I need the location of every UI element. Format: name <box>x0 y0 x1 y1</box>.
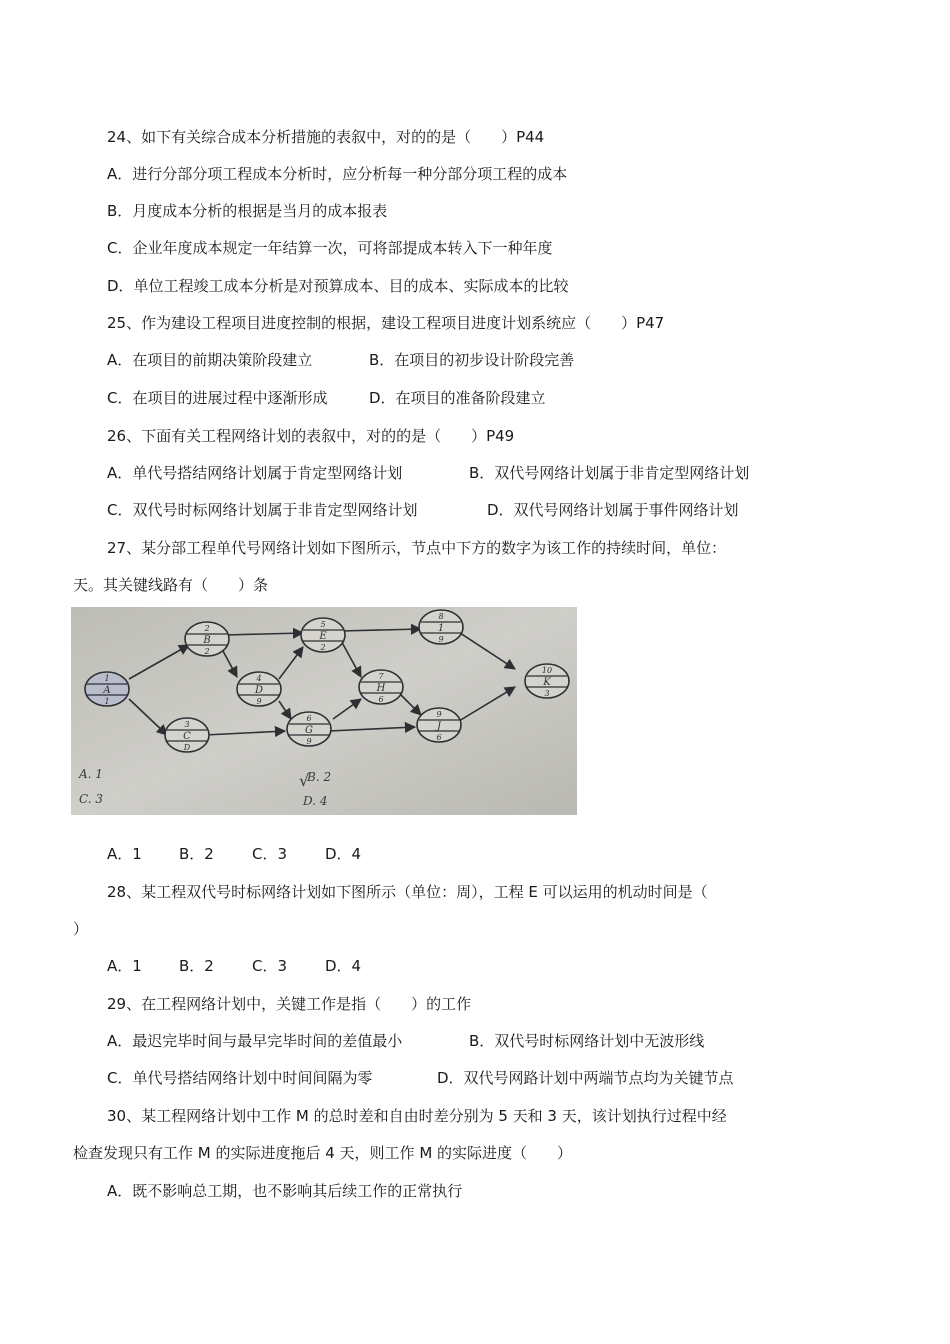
network-node-text: 9 <box>256 697 262 706</box>
network-node <box>417 708 461 742</box>
network-node-text: C <box>183 731 191 742</box>
network-node-text: G <box>305 725 313 736</box>
network-node-text: J <box>436 721 442 732</box>
network-node <box>419 610 463 644</box>
network-node <box>185 622 229 656</box>
network-node-text: 8 <box>438 612 444 621</box>
q25-option-c: C．在项目的进展过程中逐渐形成 <box>107 389 328 407</box>
network-node-text: 3 <box>184 720 190 729</box>
photo-check-mark: √ <box>299 771 310 790</box>
q24-option-d: D．单位工程竣工成本分析是对预算成本、目的成本、实际成本的比较 <box>107 277 569 295</box>
q27-option-a: A．1 <box>107 845 142 863</box>
q26-option-b: B．双代号网络计划属于非肯定型网络计划 <box>469 464 750 482</box>
network-node-text: 5 <box>320 620 326 629</box>
photo-choice-d: D. 4 <box>303 794 328 808</box>
q27-option-b: B．2 <box>179 845 214 863</box>
q29-options-ab <box>107 1031 704 1051</box>
q26-options-cd <box>107 500 739 520</box>
q29-options-cd <box>107 1068 734 1088</box>
network-node <box>85 672 129 706</box>
q29-option-b: B．双代号时标网络计划中无波形线 <box>469 1032 705 1050</box>
network-node-text: 2 <box>204 624 210 633</box>
q26-options-ab <box>107 463 749 483</box>
network-node-text: 4 <box>256 674 262 683</box>
network-node-text: 9 <box>438 635 444 644</box>
photo-choice-b: B. 2 <box>307 770 332 784</box>
q25-option-d: D．在项目的准备阶段建立 <box>369 389 546 407</box>
network-node <box>301 618 345 652</box>
network-node <box>165 718 209 752</box>
network-node-text: 10 <box>541 666 553 675</box>
q25-option-a: A．在项目的前期决策阶段建立 <box>107 351 313 369</box>
q26-option-c: C．双代号时标网络计划属于非肯定型网络计划 <box>107 501 418 519</box>
q24-option-b: B．月度成本分析的根据是当月的成本报表 <box>107 202 388 220</box>
q24-option-c: C．企业年度成本规定一年结算一次，可将部提成本转入下一种年度 <box>107 239 553 257</box>
q30-option-a: A．既不影响总工期，也不影响其后续工作的正常执行 <box>107 1182 463 1200</box>
q28-option-d: D．4 <box>325 957 362 975</box>
network-node <box>287 712 331 746</box>
q28-option-b: B．2 <box>179 957 214 975</box>
q28-stem-line2: ） <box>73 920 89 938</box>
q27-option-d: D．4 <box>325 845 362 863</box>
q25-options-cd <box>107 388 546 408</box>
network-node-text: 2 <box>204 647 210 656</box>
network-node-text: E <box>319 631 327 642</box>
q26-stem: 26、下面有关工程网络计划的表叙中，对的的是（ ）P49 <box>107 427 515 445</box>
network-node-text: 6 <box>436 733 442 742</box>
network-node-text: D <box>254 685 264 696</box>
q25-stem: 25、作为建设工程项目进度控制的根据，建设工程项目进度计划系统应（ ）P47 <box>107 314 665 332</box>
network-node-text: 1 <box>104 697 110 706</box>
network-node-text: 6 <box>306 714 312 723</box>
q27-stem-line1: 27、某分部工程单代号网络计划如下图所示，节点中下方的数字为该工作的持续时间，单位： <box>107 539 727 557</box>
q27-option-c: C．3 <box>252 845 288 863</box>
photo-choice-a: A. 1 <box>79 767 103 781</box>
q29-option-d: D．双代号网路计划中两端节点均为关键节点 <box>437 1069 734 1087</box>
q29-stem: 29、在工程网络计划中，关键工作是指（ ）的工作 <box>107 995 472 1013</box>
q25-option-b: B．在项目的初步设计阶段完善 <box>369 351 575 369</box>
network-node-text: D <box>183 743 191 752</box>
q24-option-a: A．进行分部分项工程成本分析时，应分析每一种分部分项工程的成本 <box>107 165 568 183</box>
network-node-text: 6 <box>378 695 384 704</box>
network-node-text: 9 <box>306 737 312 746</box>
network-node-text: 2 <box>320 643 326 652</box>
network-node <box>237 672 281 706</box>
q28-stem-line1: 28、某工程双代号时标网络计划如下图所示（单位：周），工程 E 可以运用的机动时间是（ <box>107 883 708 901</box>
q28-option-c: C．3 <box>252 957 288 975</box>
q26-option-d: D．双代号网络计划属于事件网络计划 <box>487 501 739 519</box>
photo-choice-c: C. 3 <box>79 792 104 806</box>
network-node-text: 1 <box>104 674 110 683</box>
network-node <box>525 664 569 698</box>
network-node-text: H <box>376 683 386 694</box>
q27-stem-line2: 天。其关键线路有（ ）条 <box>73 576 269 594</box>
q28-option-a: A．1 <box>107 957 142 975</box>
network-node-text: 1 <box>437 623 445 634</box>
network-node-text: 7 <box>378 672 384 681</box>
q27-network-diagram-photo <box>71 607 577 815</box>
q29-option-a: A．最迟完毕时间与最早完毕时间的差值最小 <box>107 1032 403 1050</box>
q24-stem: 24、如下有关综合成本分析措施的表叙中，对的的是（ ）P44 <box>107 128 545 146</box>
network-node-text: A <box>103 685 111 696</box>
q30-stem-line1: 30、某工程网络计划中工作 M 的总时差和自由时差分别为 5 天和 3 天，该计划执行过程中经 <box>107 1107 727 1125</box>
q28-options <box>107 956 361 976</box>
network-node-text: B <box>203 635 211 646</box>
q30-stem-line2: 检查发现只有工作 M 的实际进度拖后 4 天，则工作 M 的实际进度（ ） <box>73 1144 573 1162</box>
q27-options <box>107 844 361 864</box>
network-node-text: K <box>543 677 551 688</box>
q25-options-ab <box>107 350 574 370</box>
q26-option-a: A．单代号搭结网络计划属于肯定型网络计划 <box>107 464 403 482</box>
network-node <box>359 670 403 704</box>
network-node-text: 3 <box>544 689 550 698</box>
q29-option-c: C．单代号搭结网络计划中时间间隔为零 <box>107 1069 373 1087</box>
network-node-text: 9 <box>436 710 442 719</box>
